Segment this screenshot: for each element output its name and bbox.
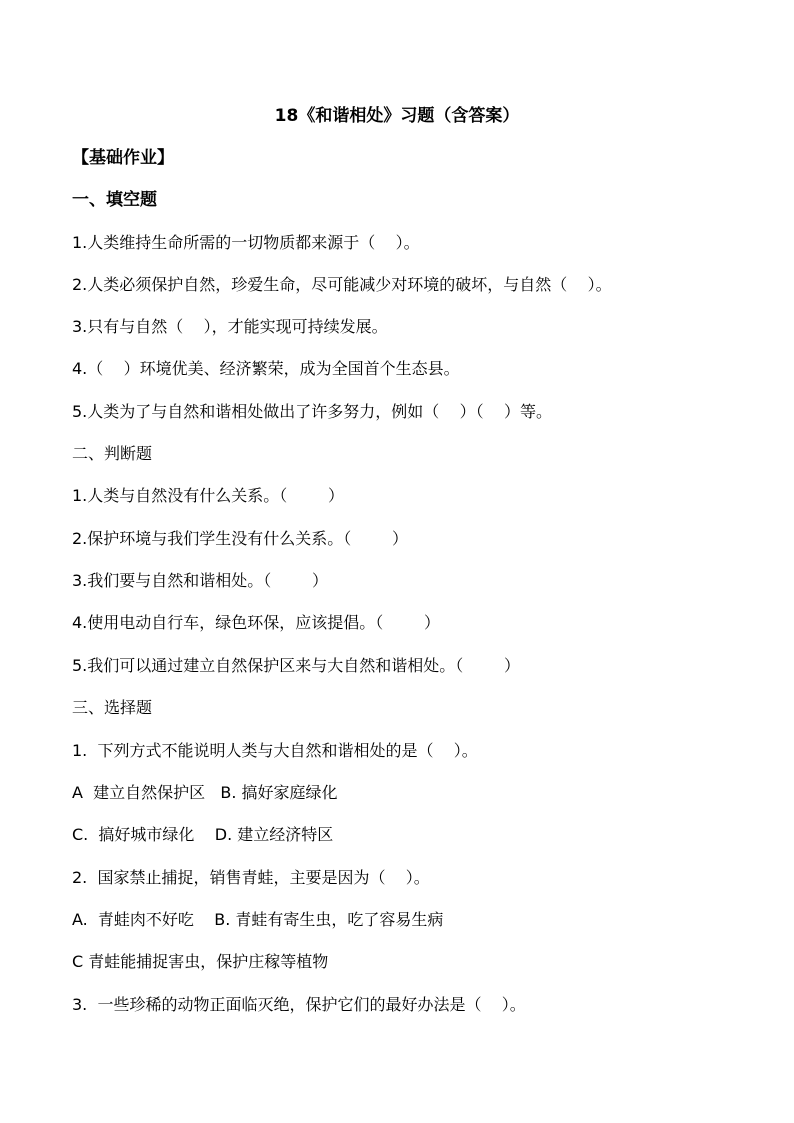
fill-in-item-5: 5.人类为了与自然和谐相处做出了许多努力，例如（ ）（ ）等。 [72,402,552,421]
choice-q1-options-cd: C. 搞好城市绿化 D. 建立经济特区 [72,825,334,844]
choice-question-1: 1. 下列方式不能说明人类与大自然和谐相处的是（ ）。 [72,741,478,760]
true-false-item-4: 4.使用电动自行车，绿色环保，应该提倡。（ ） [72,613,440,632]
true-false-item-5: 5.我们可以通过建立自然保护区来与大自然和谐相处。（ ） [72,656,520,675]
page-title: 18《和谐相处》习题（含答案） [274,106,520,126]
section-basic-heading: 【基础作业】 [72,148,174,168]
fill-in-item-4: 4.（ ）环境优美、经济繁荣，成为全国首个生态县。 [72,359,460,378]
choice-q2-option-c: C 青蛙能捕捉害虫，保护庄稼等植物 [72,952,329,971]
choice-q2-options-ab: A. 青蛙肉不好吃 B. 青蛙有寄生虫，吃了容易生病 [72,910,444,929]
true-false-item-2: 2.保护环境与我们学生没有什么关系。（ ） [72,529,408,548]
fill-in-heading: 一、填空题 [72,190,157,210]
choice-q1-options-ab: A 建立自然保护区 B. 搞好家庭绿化 [72,783,338,802]
true-false-item-3: 3.我们要与自然和谐相处。（ ） [72,571,328,590]
fill-in-item-1: 1.人类维持生命所需的一切物质都来源于（ ）。 [72,233,420,252]
multiple-choice-heading: 三、选择题 [72,698,153,717]
true-false-heading: 二、判断题 [72,444,153,463]
fill-in-item-2: 2.人类必须保护自然，珍爱生命，尽可能减少对环境的破坏，与自然（ ）。 [72,275,612,294]
choice-question-3: 3. 一些珍稀的动物正面临灭绝，保护它们的最好办法是（ ）。 [72,995,526,1014]
true-false-item-1: 1.人类与自然没有什么关系。（ ） [72,486,344,505]
choice-question-2: 2. 国家禁止捕捉，销售青蛙，主要是因为（ ）。 [72,868,430,887]
fill-in-item-3: 3.只有与自然（ ），才能实现可持续发展。 [72,317,388,336]
